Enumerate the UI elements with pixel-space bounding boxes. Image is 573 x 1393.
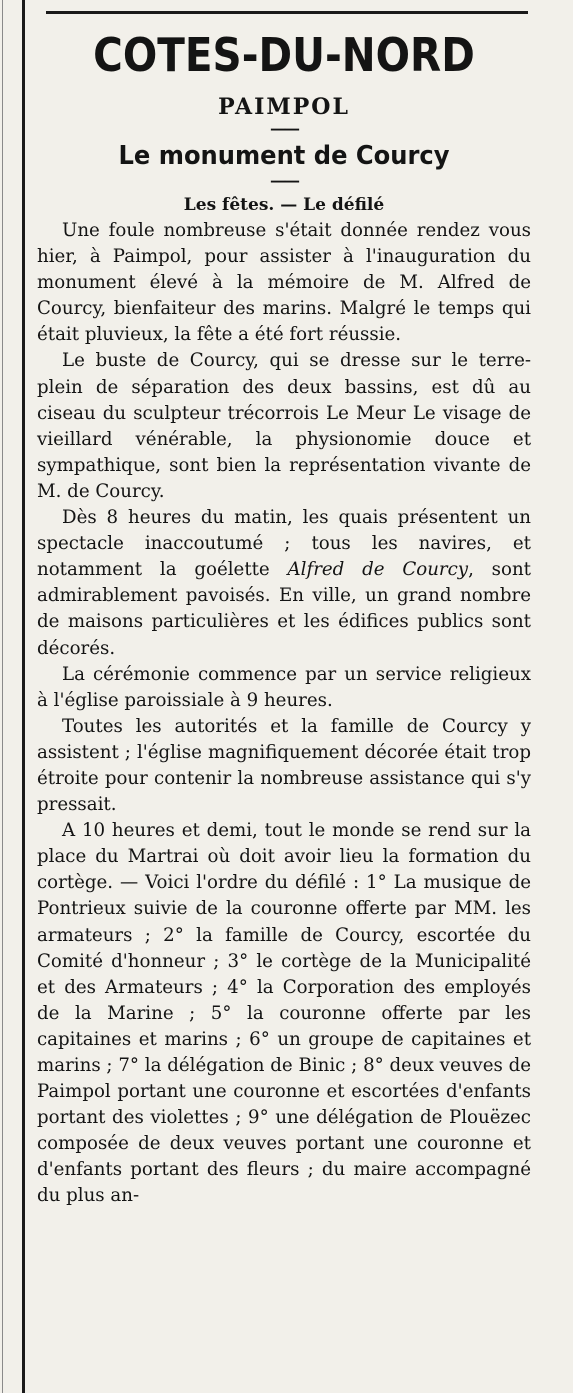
article-subhead: Les fêtes. — Le défilé — [183, 195, 385, 215]
paragraph-4: La cérémonie commence par un service religieux à l'église paroissiale à 9 heures. — [37, 663, 531, 711]
ship-name: Alfred de Courcy — [287, 559, 469, 581]
paragraph-6: A 10 heures et demi, tout le monde se rend sur la place du Martrai où doit avoir lieu la formation du cortège. — Voici l'ordre du défilé : 1° La musique de Pontrieux suivie de la couronne offerte par MM. les armateurs ; 2° la famille de Courcy, escortée du Comité d'honneur ; 3° le cortège de la Municipalité et des Armateurs ; 4° la Corporation des employés de la Marine ; 5° la couronne offerte par les capitaines et marins ; 6° un groupe de capitaines et marins ; 7° la délégation de Binic ; 8° deux veuves de Paimpol portant une couronne et escortées d'enfants portant des violettes ; 9° une délégation de Plouëzec composée de deux veuves portant une couronne et d'enfants portant des fleurs ; du maire accompagné du plus an- — [37, 820, 531, 1207]
paragraph-5: Toutes les autorités et la famille de Courcy y assistent ; l'église magnifiquement décorée était trop étroite pour contenir la nombreuse assistance qui s'y pressait. — [37, 715, 531, 816]
town-heading: PAIMPOL — [218, 94, 350, 120]
column-rule — [22, 0, 25, 1393]
separator-1: —— — [270, 119, 298, 138]
paragraph-2: Le buste de Courcy, qui se dresse sur le terre-plein de séparation des deux bassins, est dû au ciseau du sculpteur trécorrois Le Meur Le visage de vieillard vénérable, la physionomie douce et sympathique, sont bien la représentation vivante de M. de Courcy. — [37, 350, 531, 502]
paragraph-3-end: , sont admirablement pavoisés. En ville, un grand nombre de maisons particulières et les édifices publics sont décorés. — [37, 559, 531, 659]
top-rule — [46, 11, 528, 14]
separator-2: —— — [270, 171, 298, 190]
outer-column-rule — [2, 0, 3, 1393]
section-masthead: COTES-DU-NORD — [93, 28, 475, 82]
paragraph-3-start: Dès 8 heures du matin, les quais présentent un spectacle inaccoutumé ; tous les navires, et notamment la goélette — [37, 507, 531, 581]
article-body — [37, 218, 531, 1210]
paragraph-1: Une foule nombreuse s'était donnée rendez vous hier, à Paimpol, pour assister à l'inauguration du monument élevé à la mémoire de M. Alfred de Courcy, bienfaiteur des marins. Malgré le temps qui était pluvieux, la fête a été fort réussie. — [37, 220, 531, 346]
article-headline: Le monument de Courcy — [118, 141, 450, 171]
paragraph-3 — [37, 505, 531, 662]
article-column — [37, 20, 531, 1210]
